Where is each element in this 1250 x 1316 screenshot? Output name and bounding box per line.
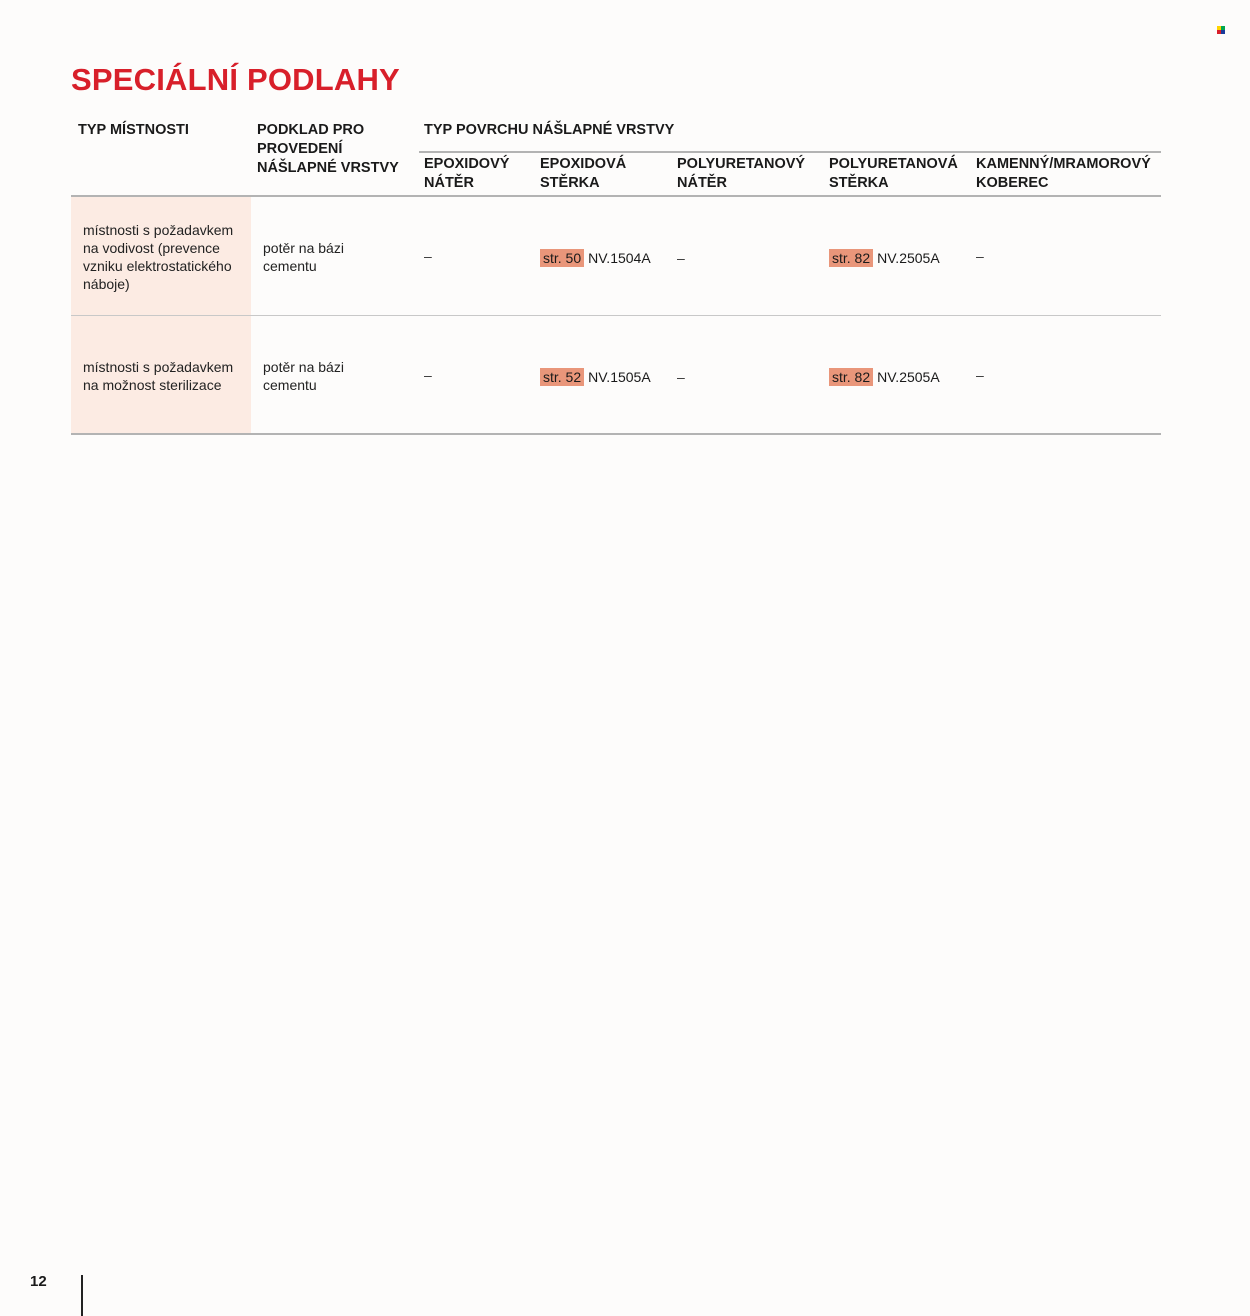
cell-pu-coating: – bbox=[677, 369, 685, 385]
header-epoxy-screed: EPOXIDOVÁ STĚRKA bbox=[540, 156, 627, 191]
header-pu-coating: POLYURETANOVÝ NÁTĚR bbox=[677, 156, 806, 191]
table-bottom-rule bbox=[71, 433, 1161, 435]
cell-substrate: potěr na bázi cementu bbox=[263, 240, 344, 274]
cell-stone-carpet: – bbox=[976, 367, 984, 383]
header-surface-group: TYP POVRCHU NÁŠLAPNÉ VRSTVY bbox=[424, 122, 675, 138]
header-room-type: TYP MÍSTNOSTI bbox=[78, 122, 189, 138]
header-epoxy-coating: EPOXIDOVÝ NÁTĚR bbox=[424, 156, 510, 191]
page-number: 12 bbox=[30, 1273, 47, 1290]
cell-pu-coating: – bbox=[677, 250, 685, 266]
cell-pu-screed bbox=[829, 249, 940, 267]
header-pu-screed: POLYURETANOVÁ STĚRKA bbox=[829, 156, 958, 191]
page-ref-badge[interactable]: str. 50 bbox=[540, 249, 584, 267]
cell-stone-carpet: – bbox=[976, 248, 984, 264]
page-number-divider bbox=[81, 1275, 83, 1316]
header-stone-carpet: KAMENNÝ/MRAMOROVÝ KOBEREC bbox=[976, 156, 1151, 191]
cell-substrate: potěr na bázi cementu bbox=[263, 359, 344, 393]
page-title: SPECIÁLNÍ PODLAHY bbox=[71, 62, 400, 97]
cell-epoxy-coating: – bbox=[424, 248, 432, 264]
cell-pu-screed bbox=[829, 368, 940, 386]
cell-room-type: místnosti s požadavkem na vodivost (prevence vzniku elektrostatického náboje) bbox=[83, 222, 234, 292]
cell-epoxy-coating: – bbox=[424, 367, 432, 383]
print-registration-mark bbox=[1217, 26, 1225, 34]
cell-room-type: místnosti s požadavkem na možnost sterilizace bbox=[83, 359, 234, 393]
cell-epoxy-screed bbox=[540, 249, 651, 267]
header-group-divider bbox=[419, 151, 1161, 153]
cell-epoxy-screed bbox=[540, 368, 651, 386]
header-substrate: PODKLAD PRO PROVEDENÍ NÁŠLAPNÉ VRSTVY bbox=[257, 122, 399, 176]
product-code: NV.1504A bbox=[588, 250, 651, 266]
product-code: NV.2505A bbox=[877, 250, 940, 266]
product-code: NV.2505A bbox=[877, 369, 940, 385]
page-ref-badge[interactable]: str. 82 bbox=[829, 368, 873, 386]
page-ref-badge[interactable]: str. 82 bbox=[829, 249, 873, 267]
page-ref-badge[interactable]: str. 52 bbox=[540, 368, 584, 386]
product-code: NV.1505A bbox=[588, 369, 651, 385]
